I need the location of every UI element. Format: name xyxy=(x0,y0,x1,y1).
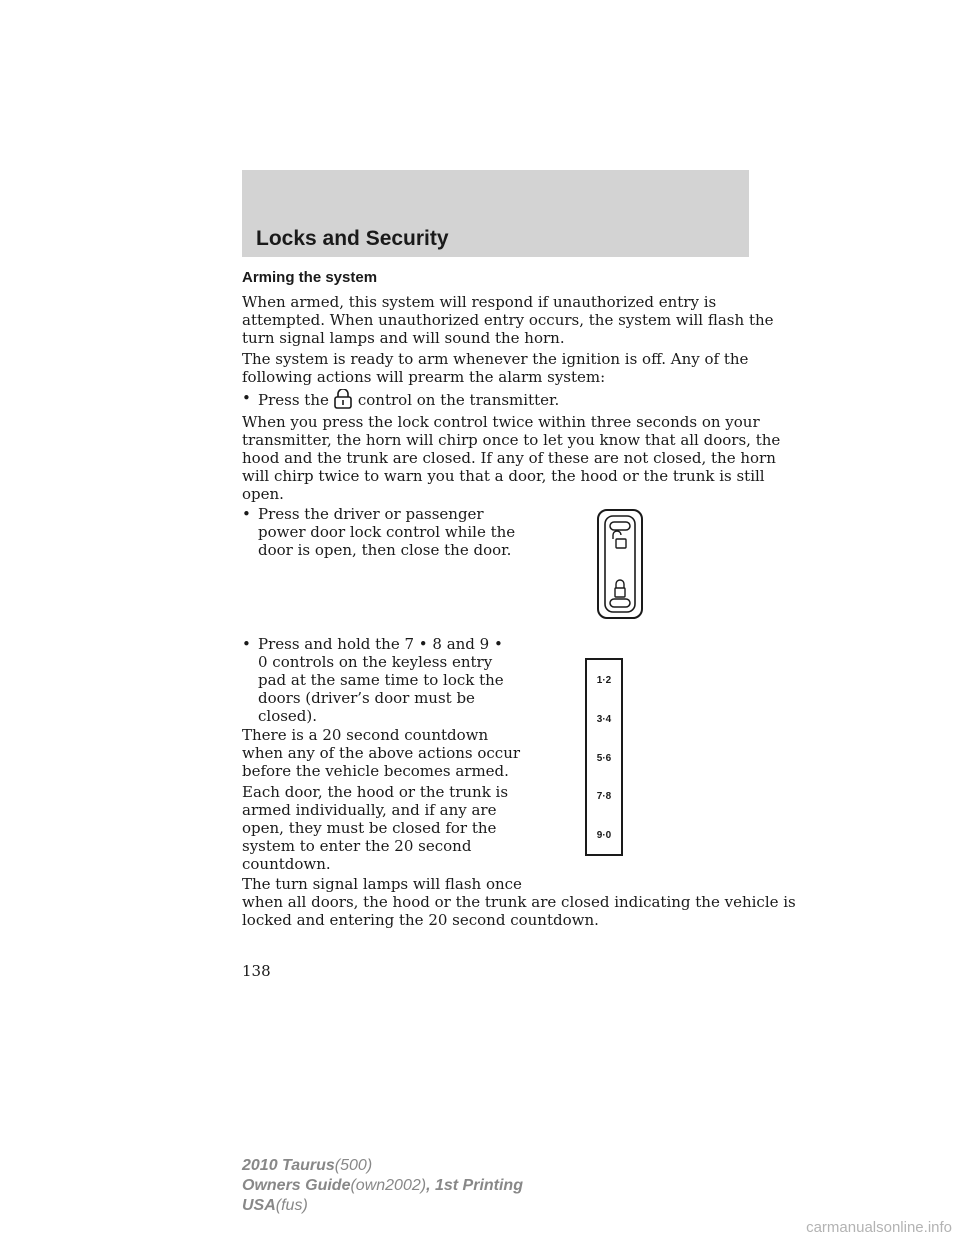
text-line: countdown. xyxy=(242,855,331,873)
keyless-entry-keypad-illustration xyxy=(585,658,623,856)
text-line: Press the driver or passenger xyxy=(258,505,484,523)
text-line: Each door, the hood or the trunk is xyxy=(242,783,509,801)
section-header-band xyxy=(242,170,749,257)
footer-model: 2010 Taurus xyxy=(242,1157,335,1174)
paragraph-turn-signal-flash xyxy=(242,875,796,929)
text-line: The system is ready to arm whenever the ignition is off. Any of the xyxy=(242,350,749,368)
footer-region-code: (fus) xyxy=(275,1197,308,1214)
bullet-text: control on the transmitter. xyxy=(357,391,560,409)
text-line: attempted. When unauthorized entry occurs, the system will flash the xyxy=(242,311,774,329)
section-title: Locks and Security xyxy=(256,227,449,250)
watermark: carmanualsonline.info xyxy=(806,1219,952,1236)
text-line: when any of the above actions occur xyxy=(242,744,521,762)
text-line: when all doors, the hood or the trunk are closed indicating the vehicle is xyxy=(242,893,796,911)
text-line: When you press the lock control twice within three seconds on your xyxy=(242,413,760,431)
bullet-power-door-lock xyxy=(242,505,542,565)
text-line: armed individually, and if any are xyxy=(242,801,497,819)
text-line: system to enter the 20 second xyxy=(242,837,472,855)
text-line: following actions will prearm the alarm system: xyxy=(242,368,606,386)
keypad-key: 5·6 xyxy=(596,753,612,764)
unlock-icon xyxy=(613,531,626,548)
text-line: pad at the same time to lock the xyxy=(258,671,504,689)
text-line: open. xyxy=(242,485,284,503)
text-line: hood and the trunk are closed. If any of these are not closed, the horn xyxy=(242,449,776,467)
paragraph-armed-individually xyxy=(242,783,508,873)
bullet-dot: • xyxy=(242,635,251,653)
text-line: 0 controls on the keyless entry xyxy=(258,653,493,671)
subsection-heading: Arming the system xyxy=(242,269,378,286)
lock-icon xyxy=(615,580,625,597)
text-line: door is open, then close the door. xyxy=(258,541,512,559)
text-line: When armed, this system will respond if unauthorized entry is xyxy=(242,293,717,311)
text-line: There is a 20 second countdown xyxy=(242,726,489,744)
bullet-keyless-entry-pad xyxy=(242,635,542,727)
text-line: before the vehicle becomes armed. xyxy=(242,762,509,780)
text-line: turn signal lamps and will sound the horn. xyxy=(242,329,565,347)
paragraph-ready-to-arm xyxy=(242,350,748,386)
page-number: 138 xyxy=(242,962,271,980)
text-line: power door lock control while the xyxy=(258,523,516,541)
footer-guide: Owners Guide xyxy=(242,1177,351,1194)
paragraph-horn-chirp xyxy=(242,413,780,503)
text-line: transmitter, the horn will chirp once to let you know that all doors, the xyxy=(242,431,781,449)
keypad-key: 3·4 xyxy=(596,714,612,725)
lock-icon xyxy=(332,389,354,409)
keypad-key: 7·8 xyxy=(596,791,612,802)
footer-guide-code: (own2002) xyxy=(350,1177,427,1194)
paragraph-countdown xyxy=(242,726,520,780)
door-lock-switch-illustration xyxy=(596,508,644,620)
text-line: locked and entering the 20 second countdown. xyxy=(242,911,599,929)
bullet-dot: • xyxy=(242,505,251,523)
document-footer xyxy=(242,1156,523,1216)
text-line: open, they must be closed for the xyxy=(242,819,497,837)
text-line: closed). xyxy=(258,707,318,725)
footer-model-code: (500) xyxy=(334,1157,373,1174)
bullet-text: Press the xyxy=(258,391,329,409)
bullet-transmitter xyxy=(242,389,742,411)
text-line: The turn signal lamps will flash once xyxy=(242,875,522,893)
text-line: Press and hold the 7 • 8 and 9 • xyxy=(258,635,503,653)
footer-printing: , 1st Printing xyxy=(426,1177,523,1194)
text-line: will chirp twice to warn you that a door, the hood or the trunk is still xyxy=(242,467,765,485)
paragraph-armed-response xyxy=(242,293,774,347)
bullet-dot: • xyxy=(242,389,251,407)
footer-region: USA xyxy=(242,1197,276,1214)
text-line: doors (driver’s door must be xyxy=(258,689,475,707)
keypad-key: 1·2 xyxy=(596,675,612,686)
keypad-key: 9·0 xyxy=(596,830,612,841)
